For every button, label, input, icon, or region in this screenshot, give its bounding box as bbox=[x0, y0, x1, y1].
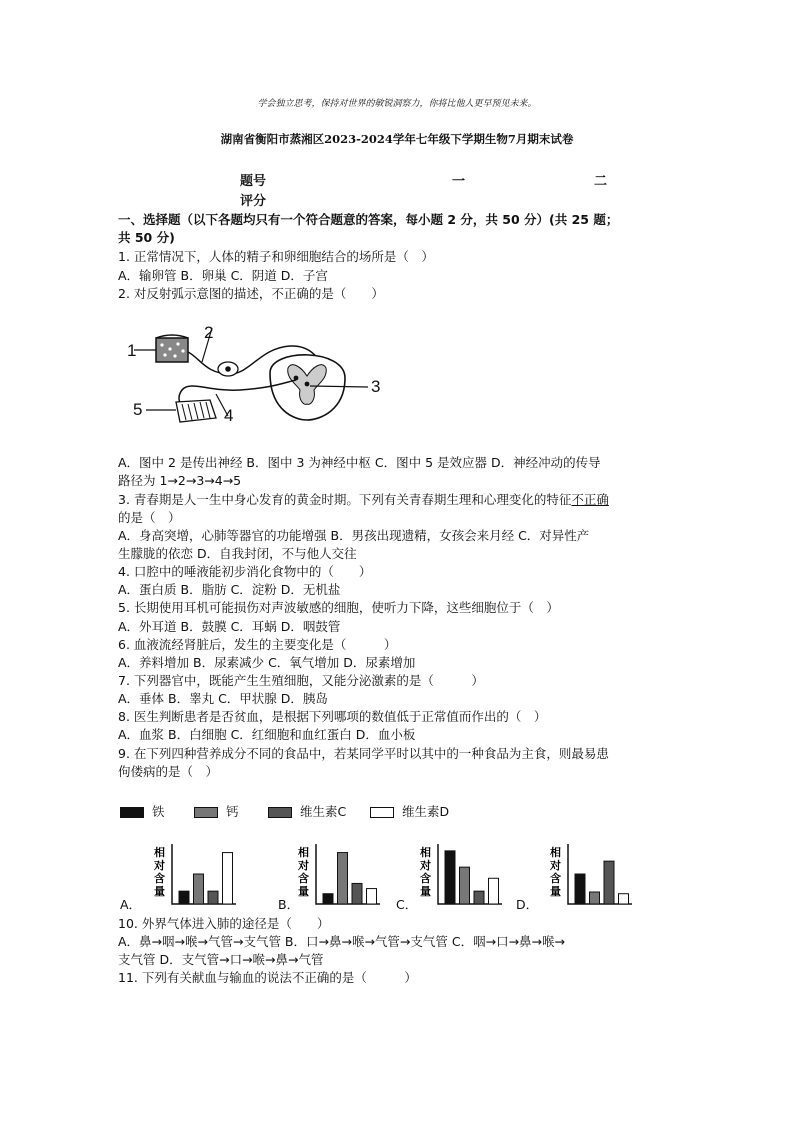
bar-a-3 bbox=[208, 891, 218, 904]
score-table-number-label: 题号 bbox=[240, 174, 267, 189]
chart-option-letter: D． bbox=[516, 897, 539, 912]
question-5-stem: 5. 长期使用耳机可能损伤对声波敏感的细胞，使听力下降，这些细胞位于（ ） bbox=[118, 600, 559, 615]
legend-calcium: 钙 bbox=[194, 802, 239, 820]
legend-vitamin-c: 维生素C bbox=[268, 802, 346, 820]
bar-c-1 bbox=[445, 851, 455, 904]
legend-vitamin-d: 维生素D bbox=[370, 802, 449, 820]
bar-d-2 bbox=[590, 892, 600, 904]
y-axis-label-char: 量 bbox=[550, 885, 561, 898]
score-table-score-label: 评分 bbox=[240, 194, 267, 209]
bar-b-3 bbox=[352, 883, 362, 904]
y-axis-label-char: 相 bbox=[298, 846, 309, 859]
question-3-stem: 3. 青春期是人一生中身心发育的黄金时期。下列有关青春期生理和心理变化的特征不正确 bbox=[118, 492, 609, 507]
question-11-stem: 11. 下列有关献血与输血的说法不正确的是（ ） bbox=[118, 970, 417, 985]
legend-swatch-calcium bbox=[194, 807, 218, 818]
question-1-options: A．输卵管 B．卵巢 C．阴道 D．子宫 bbox=[118, 268, 328, 283]
y-axis-label-char: 含 bbox=[154, 872, 165, 885]
y-axis-label-char: 含 bbox=[420, 872, 431, 885]
section-heading: 一、选择题（以下各题均只有一个符合题意的答案，每小题 2 分，共 50 分）(共 25 题； bbox=[118, 212, 619, 227]
bar-a-1 bbox=[179, 891, 189, 904]
legend-swatch-vitamin-c bbox=[268, 807, 292, 818]
question-3-stem-cont: 的是（ ） bbox=[118, 510, 181, 525]
figure-label-2: 2 bbox=[204, 323, 214, 342]
question-4-options: A．蛋白质 B．脂肪 C．淀粉 D．无机盐 bbox=[118, 582, 341, 597]
question-9-stem-cont: 佝偻病的是（ ） bbox=[118, 764, 219, 779]
bar-d-3 bbox=[604, 861, 614, 904]
question-7-stem: 7. 下列器官中，既能产生生殖细胞，又能分泌激素的是（ ） bbox=[118, 673, 484, 688]
chart-option-letter: B． bbox=[278, 897, 300, 912]
figure-label-1: 1 bbox=[127, 341, 137, 360]
score-table-col2: 二 bbox=[594, 174, 608, 189]
figure-label-4: 4 bbox=[224, 406, 234, 425]
question-2-stem: 2. 对反射弧示意图的描述，不正确的是（ ） bbox=[118, 286, 384, 301]
question-7-options: A．垂体 B．睾丸 C．甲状腺 D．胰岛 bbox=[118, 691, 328, 706]
y-axis-label-char: 量 bbox=[420, 885, 431, 898]
question-6-stem: 6. 血液流经肾脏后，发生的主要变化是（ ） bbox=[118, 637, 397, 652]
y-axis-label-char: 量 bbox=[298, 885, 309, 898]
bar-c-3 bbox=[474, 891, 484, 904]
question-5-options: A．外耳道 B．鼓膜 C．耳蜗 D．咽鼓管 bbox=[118, 619, 341, 634]
motto: 学会独立思考，保持对世界的敏锐洞察力，你将比他人更早预见未来。 bbox=[257, 99, 537, 109]
y-axis-label-char: 含 bbox=[550, 872, 561, 885]
bar-b-2 bbox=[338, 853, 348, 904]
y-axis-label-char: 对 bbox=[550, 859, 561, 872]
bar-b-1 bbox=[323, 894, 333, 904]
legend-swatch-vitamin-d bbox=[370, 807, 394, 818]
question-8-stem: 8. 医生判断患者是否贫血，是根据下列哪项的数值低于正常值而作出的（ ） bbox=[118, 709, 547, 724]
y-axis-label-char: 相 bbox=[420, 846, 431, 859]
question-9-stem: 9. 在下列四种营养成分不同的食品中，若某同学平时以其中的一种食品为主食，则最易患 bbox=[118, 746, 609, 761]
question-8-options: A．血浆 B．白细胞 C．红细胞和血红蛋白 D．血小板 bbox=[118, 727, 416, 742]
underlined-text: 不正确 bbox=[571, 492, 609, 507]
question-10-options: A．鼻→咽→喉→气管→支气管 B．口→鼻→喉→气管→支气管 C．咽→口→鼻→喉→ bbox=[118, 934, 565, 949]
figure-label-5: 5 bbox=[133, 400, 143, 419]
y-axis-label-char: 相 bbox=[154, 846, 165, 859]
y-axis-label-char: 对 bbox=[420, 859, 431, 872]
figure-label-3: 3 bbox=[371, 377, 381, 396]
bar-d-1 bbox=[575, 874, 585, 904]
question-6-options: A．养料增加 B．尿素减少 C．氧气增加 D．尿素增加 bbox=[118, 655, 416, 670]
legend-swatch-iron bbox=[120, 807, 144, 818]
bar-d-4 bbox=[619, 894, 629, 904]
y-axis-label-char: 对 bbox=[298, 859, 309, 872]
question-3-options-cont: 生朦胧的依恋 D．自我封闭，不与他人交往 bbox=[118, 546, 357, 561]
question-2-options: A．图中 2 是传出神经 B．图中 3 为神经中枢 C．图中 5 是效应器 D．神经冲动的传导 bbox=[118, 455, 601, 470]
question-3-options: A．身高突增，心肺等器官的功能增强 B．男孩出现遗精，女孩会来月经 C．对异性产 bbox=[118, 528, 590, 543]
bar-b-4 bbox=[367, 889, 377, 904]
chart-option-letter: C． bbox=[396, 897, 418, 912]
y-axis-label-char: 对 bbox=[154, 859, 165, 872]
score-table-col1: 一 bbox=[452, 174, 466, 189]
question-2-options-cont: 路径为 1→2→3→4→5 bbox=[118, 473, 242, 488]
question-10-options-cont: 支气管 D．支气管→口→喉→鼻→气管 bbox=[118, 952, 324, 967]
section-heading-cont: 共 50 分) bbox=[118, 230, 175, 245]
bar-a-4 bbox=[223, 853, 233, 904]
exam-title: 湖南省衡阳市蒸湘区2023-2024学年七年级下学期生物7月期末试卷 bbox=[220, 132, 574, 146]
bar-a-2 bbox=[194, 874, 204, 904]
effector-muscle bbox=[176, 400, 216, 422]
y-axis-label-char: 含 bbox=[298, 872, 309, 885]
question-1-stem: 1. 正常情况下，人体的精子和卵细胞结合的场所是（ ） bbox=[118, 249, 434, 264]
reflex-arc-figure bbox=[120, 318, 400, 448]
legend-iron: 铁 bbox=[120, 802, 165, 820]
bar-c-4 bbox=[489, 878, 499, 904]
bar-c-2 bbox=[460, 867, 470, 904]
y-axis-label-char: 相 bbox=[550, 846, 561, 859]
y-axis-label-char: 量 bbox=[154, 885, 165, 898]
chart-option-letter: A． bbox=[120, 897, 142, 912]
question-10-stem: 10. 外界气体进入肺的途径是（ ） bbox=[118, 916, 330, 931]
question-4-stem: 4. 口腔中的唾液能初步消化食物中的（ ） bbox=[118, 564, 372, 579]
